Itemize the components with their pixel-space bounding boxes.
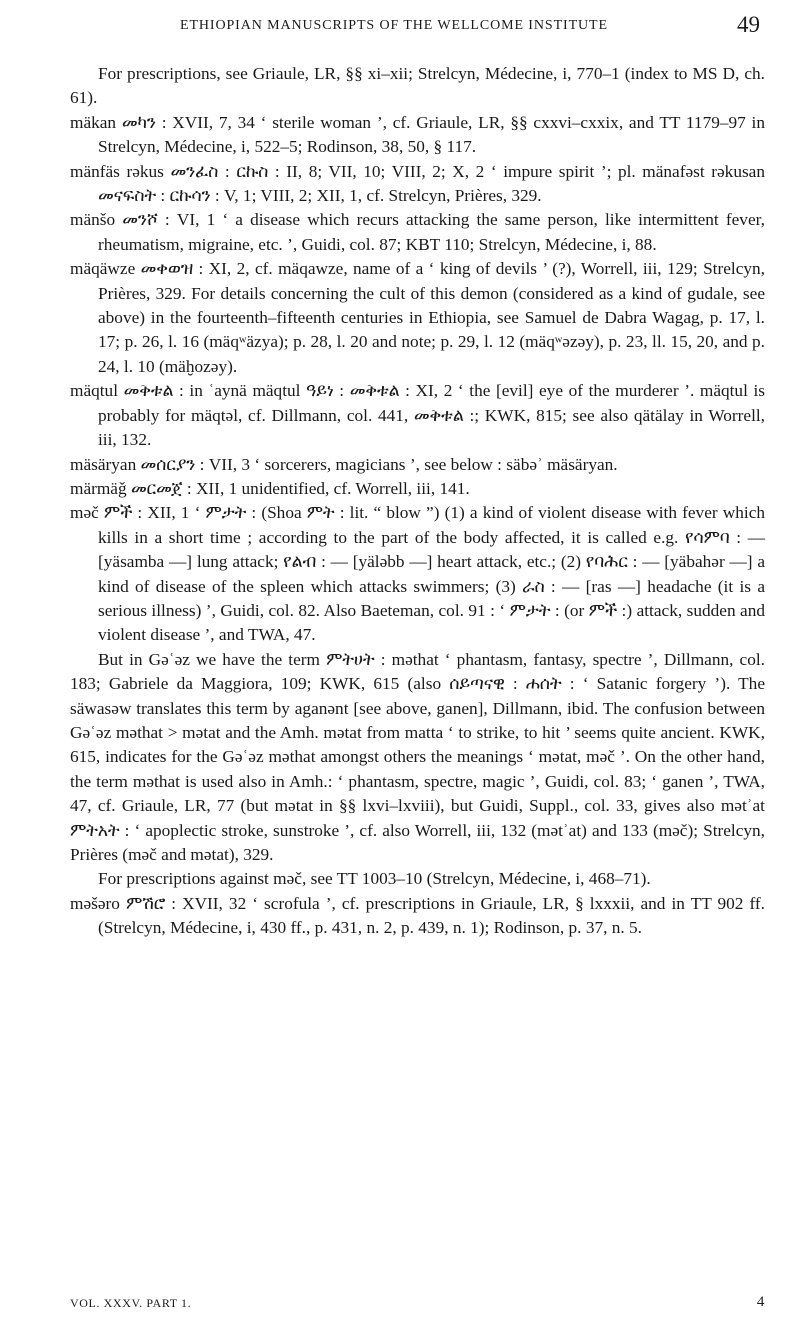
glossary-entry-maqtul: mäqtul መቅቱል : in ʿaynä mäqtul ዓይነ : መቅቱል : XI, 2 ‘ the [evil] eye of the murderer ’. mäqtul is probably for mäqtəl, cf. Dillmann, col. 441, መቅቱል :; KWK, 815; see also qätälay in Worrell, iii, 132. (70, 381, 765, 450)
glossary-paragraph: For prescriptions, see Griaule, LR, §§ xi–xii; Strelcyn, Médecine, i, 770–1 (index to MS D, ch. 61). (70, 64, 765, 108)
page-footer (70, 1296, 765, 1316)
glossary-entry-masaryan: mäsäryan መሰርያን : VII, 3 ‘ sorcerers, magicians ’, see below : säbəʾ mäsäryan. (70, 454, 618, 474)
signature-mark: 4 (756, 1294, 765, 1310)
volume-label: VOL. XXXV. PART 1. (70, 1296, 192, 1310)
running-title: ETHIOPIAN MANUSCRIPTS OF THE WELLCOME INSTITUTE (180, 18, 608, 33)
glossary-paragraph: For prescriptions against məč, see TT 1003–10 (Strelcyn, Médecine, i, 468–71). (98, 869, 651, 889)
glossary-entry-maqawze: mäqäwze መቀወዝ : XI, 2, cf. mäqawze, name of a ‘ king of devils ’ (?), Worrell, iii, 129; Strelcyn, Prières, 329. For details concerning the cult of this demon (considered as a kind of gudale, see above) in the fourteenth–fifteenth centuries in Ethiopia, see Samuel de Dabra Wagag, p. 17, l. 17; p. 26, l. 16 (mäqʷäzya); p. 28, l. 20 and note; p. 29, l. 12 (mäqʷəzəy), p. 23, ll. 15, 20, and p. 24, l. 10 (mäḫozəy). (70, 259, 765, 376)
running-head (70, 12, 760, 42)
glossary-entry-masaro: məšəro ምሽሮ : XVII, 32 ‘ scrofula ’, cf. prescriptions in Griaule, LR, § lxxxii, and in TT 902 ff. (Strelcyn, Médecine, i, 430 ff., p. 431, n. 2, p. 439, n. 1); Rodinson, p. 37, n. 5. (70, 893, 765, 938)
glossary-paragraph: But in Gəʿəz we have the term ምትሀት : məthat ‘ phantasm, fantasy, spectre ’, Dillmann, col. 183; Gabriele da Maggiora, 109; KWK, 615 (also ሰይጣናዊ : ሐሰት : ‘ Satanic forgery ’). The säwasəw translates this term by aganənt [see above, ganen], Dillmann, ibid. The confusion between Gəʿəz məthat > mətat and the Amh. mətat from matta ‘ to strike, to hit ’ seems quite ancient. KWK, 615, indicates for the Gəʿəz məthat amongst others the meanings ‘ mətat, məč ’. On the other hand, the term məthat is used also in Amh.: ‘ phantasm, spectre, magic ’, Guidi, col. 83; ‘ ganen ’, TWA, 47, cf. Griaule, LR, 77 (but mətat in §§ lxvi–lxviii), but Guidi, Suppl., col. 33, gives also mətʾat ምትአት : ‘ apoplectic stroke, sunstroke ’, cf. also Worrell, iii, 132 (mətʾat) and 133 (məč); Strelcyn, Prières (məč and mətat), 329. (70, 649, 765, 864)
glossary-entry-marmag: märmäǧ መርመጀ : XII, 1 unidentified, cf. Worrell, iii, 141. (70, 478, 470, 498)
glossary-entry-manso: mänšo መንሾ : VI, 1 ‘ a disease which recurs attacking the same person, like intermittent fever, rheumatism, migraine, etc. ’, Guidi, col. 87; KBT 110; Strelcyn, Médecine, i, 88. (70, 210, 765, 254)
body-text (70, 62, 765, 949)
page-number: 49 (737, 12, 760, 37)
glossary-entry-makan: mäkan መካን : XVII, 7, 34 ‘ sterile woman ’, cf. Griaule, LR, §§ cxxvi–cxxix, and TT 1179–97 in Strelcyn, Médecine, i, 522–5; Rodinson, 38, 50, § 117. (70, 112, 765, 157)
glossary-entry-mac: məč ምች : XII, 1 ‘ ምታት : (Shoa ምት : lit. “ blow ”) (1) a kind of violent disease with fever which kills in a short time ; according to the part of the body affected, it is called e.g. የሳምባ : — [yäsamba —] lung attack; የልብ : — [yäləbb —] heart attack, etc.; (2) የባሕር : — [yäbahər —] a kind of disease of the spleen which attacks swimmers; (3) ራስ : — [ras —] headache (it is a serious illness) ’, Guidi, col. 82. Also Baeteman, col. 91 : ‘ ምታት : (or ምች :) attack, sudden and violent disease ’, and TWA, 47. (70, 503, 765, 645)
glossary-entry-manfas-rakus: mänfäs rəkus መንፈስ : ርኩስ : II, 8; VII, 10; VIII, 2; X, 2 ‘ impure spirit ’; pl. mänafəst rəkusan መናፍስት : ርኩሳን : V, 1; VIII, 2; XII, 1, cf. Strelcyn, Prières, 329. (70, 161, 765, 206)
